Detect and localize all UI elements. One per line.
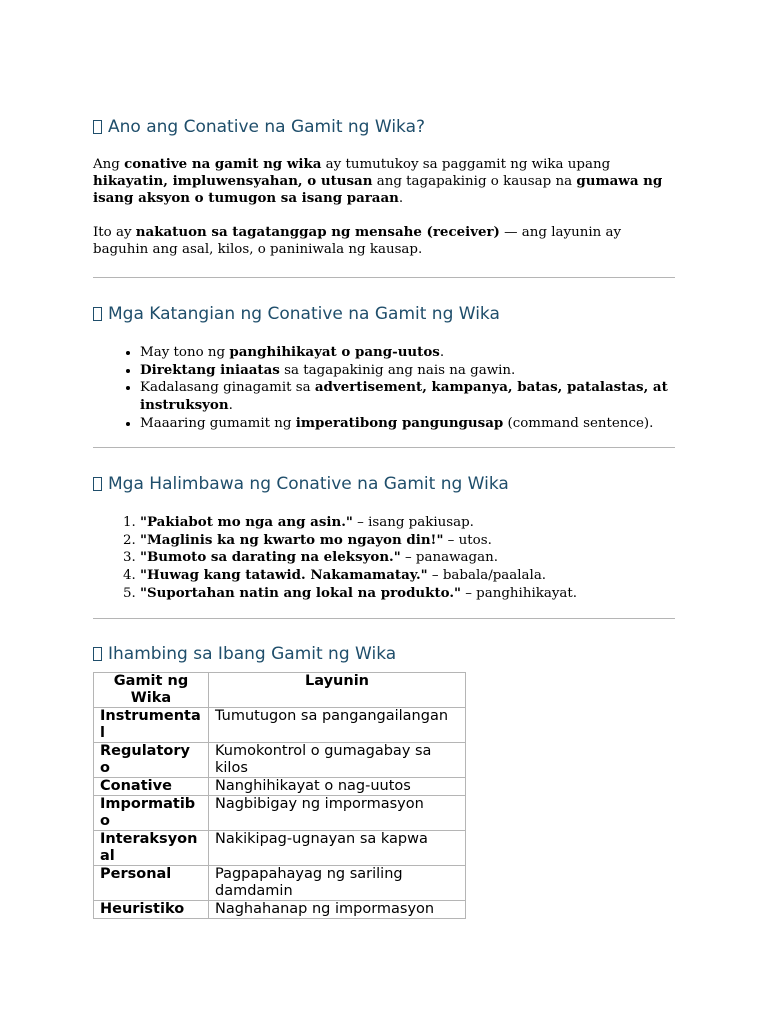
table-row <box>94 831 466 866</box>
text-run: May tono ng <box>140 345 230 360</box>
bold-text: "Pakiabot mo nga ang asin." <box>140 514 353 530</box>
list-item <box>140 549 675 567</box>
bold-text: "Huwag kang tatawid. Nakamamatay." <box>140 567 428 584</box>
table-row <box>94 708 466 743</box>
missing-glyph-icon <box>93 120 102 134</box>
list-item <box>140 344 675 362</box>
text-run: Maaaring gumamit ng <box>140 415 296 431</box>
comparison-table <box>93 672 466 919</box>
table-row <box>94 866 466 901</box>
section-heading-text: Mga Katangian ng Conative na Gamit ng Wika <box>108 304 500 324</box>
missing-glyph-icon <box>93 647 102 661</box>
list-item <box>140 379 675 414</box>
table-cell-layunin: Tumutugon sa pangangailangan <box>209 708 466 743</box>
text-run: – panawagan. <box>400 550 498 566</box>
table-cell-layunin: Nakikipag-ugnayan sa kapwa <box>209 831 466 866</box>
table-cell-gamit: Regulatory o <box>94 743 209 778</box>
bold-text: "Maglinis ka ng kwarto mo ngayon din!" <box>140 531 444 548</box>
table-cell-gamit: Instrumental <box>94 708 209 743</box>
table-header-gamit: Gamit ng Wika <box>94 673 209 708</box>
text-run: . <box>228 398 233 414</box>
list-item <box>140 585 675 603</box>
table-row <box>94 796 466 831</box>
text-run: — ang layunin ay baguhin ang asal, kilos, o paniniwala ng kausap. <box>93 225 622 257</box>
missing-glyph-icon <box>93 307 102 321</box>
table-cell-gamit: Impormatibo <box>94 796 209 831</box>
list-item <box>140 514 675 532</box>
missing-glyph-icon <box>93 477 102 491</box>
table-row <box>94 901 466 919</box>
table-cell-layunin: Kumokontrol o gumagabay sa kilos <box>209 743 466 778</box>
bold-text: panghihikayat o pang-uutos <box>229 344 440 360</box>
table-cell-layunin: Nanghihikayat o nag-uutos <box>209 778 466 796</box>
bold-text: nakatuon sa tagatanggap ng mensahe (receiver) <box>135 224 500 240</box>
table-cell-gamit: Interaksyonal <box>94 831 209 866</box>
bold-text: advertisement, kampanya, batas, patalastas, at instruksyon <box>140 379 668 414</box>
list-item <box>140 567 675 585</box>
text-run: sa tagapakinig ang nais na gawin. <box>279 362 516 378</box>
section-heading-halimbawa <box>93 474 509 494</box>
text-run: – panghihikayat. <box>460 585 578 601</box>
text-run: Ang <box>93 157 125 172</box>
list-item <box>140 532 675 550</box>
divider <box>93 618 675 619</box>
bold-text: conative na gamit ng wika <box>124 156 322 172</box>
section-heading-text: Ihambing sa Ibang Gamit ng Wika <box>108 644 397 664</box>
section-heading-ano <box>93 117 425 137</box>
table-cell-layunin: Naghahanap ng impormasyon <box>209 901 466 919</box>
bold-text: hikayatin, impluwensyahan, o utusan <box>93 173 373 189</box>
bold-text: imperatibong pangungusap <box>295 414 504 431</box>
characteristics-list <box>93 344 675 433</box>
text-run: . <box>398 191 404 206</box>
text-run: . <box>439 345 445 360</box>
paragraph-definition <box>93 156 675 207</box>
section-heading-katangian <box>93 304 500 324</box>
bold-text: gumawa ng isang aksyon o tumugon sa isang paraan <box>93 173 663 206</box>
section-heading-text: Ano ang Conative na Gamit ng Wika? <box>108 117 426 137</box>
table-cell-gamit: Heuristiko <box>94 901 209 919</box>
text-run: Ito ay <box>93 225 136 240</box>
table-cell-gamit: Personal <box>94 866 209 901</box>
list-item <box>140 362 675 380</box>
table-cell-layunin: Pagpapahayag ng sariling damdamin <box>209 866 466 901</box>
section-heading-text: Mga Halimbawa ng Conative na Gamit ng Wika <box>108 474 509 494</box>
divider <box>93 277 675 278</box>
table-row <box>94 778 466 796</box>
text-run: ay tumutukoy sa paggamit ng wika upang <box>321 157 611 172</box>
table-row <box>94 743 466 778</box>
table-cell-layunin: Nagbibigay ng impormasyon <box>209 796 466 831</box>
table-cell-gamit: Conative <box>94 778 209 796</box>
text-run: (command sentence). <box>503 415 654 431</box>
text-run: Kadalasang ginagamit sa <box>140 380 315 396</box>
bold-text: "Suportahan natin ang lokal na produkto." <box>140 584 461 601</box>
text-run: ang tagapakinig o kausap na <box>372 174 577 189</box>
paragraph-receiver <box>93 224 675 258</box>
text-run: – babala/paalala. <box>427 568 547 584</box>
section-heading-ihambing <box>93 644 396 664</box>
text-run: – isang pakiusap. <box>352 515 474 530</box>
examples-list <box>93 514 675 603</box>
bold-text: Direktang iniaatas <box>140 361 280 378</box>
table-header-layunin: Layunin <box>209 673 466 708</box>
text-run: – utos. <box>443 532 492 548</box>
table-header-row <box>94 673 466 708</box>
divider <box>93 447 675 448</box>
bold-text: "Bumoto sa darating na eleksyon." <box>140 549 401 566</box>
list-item <box>140 415 675 433</box>
